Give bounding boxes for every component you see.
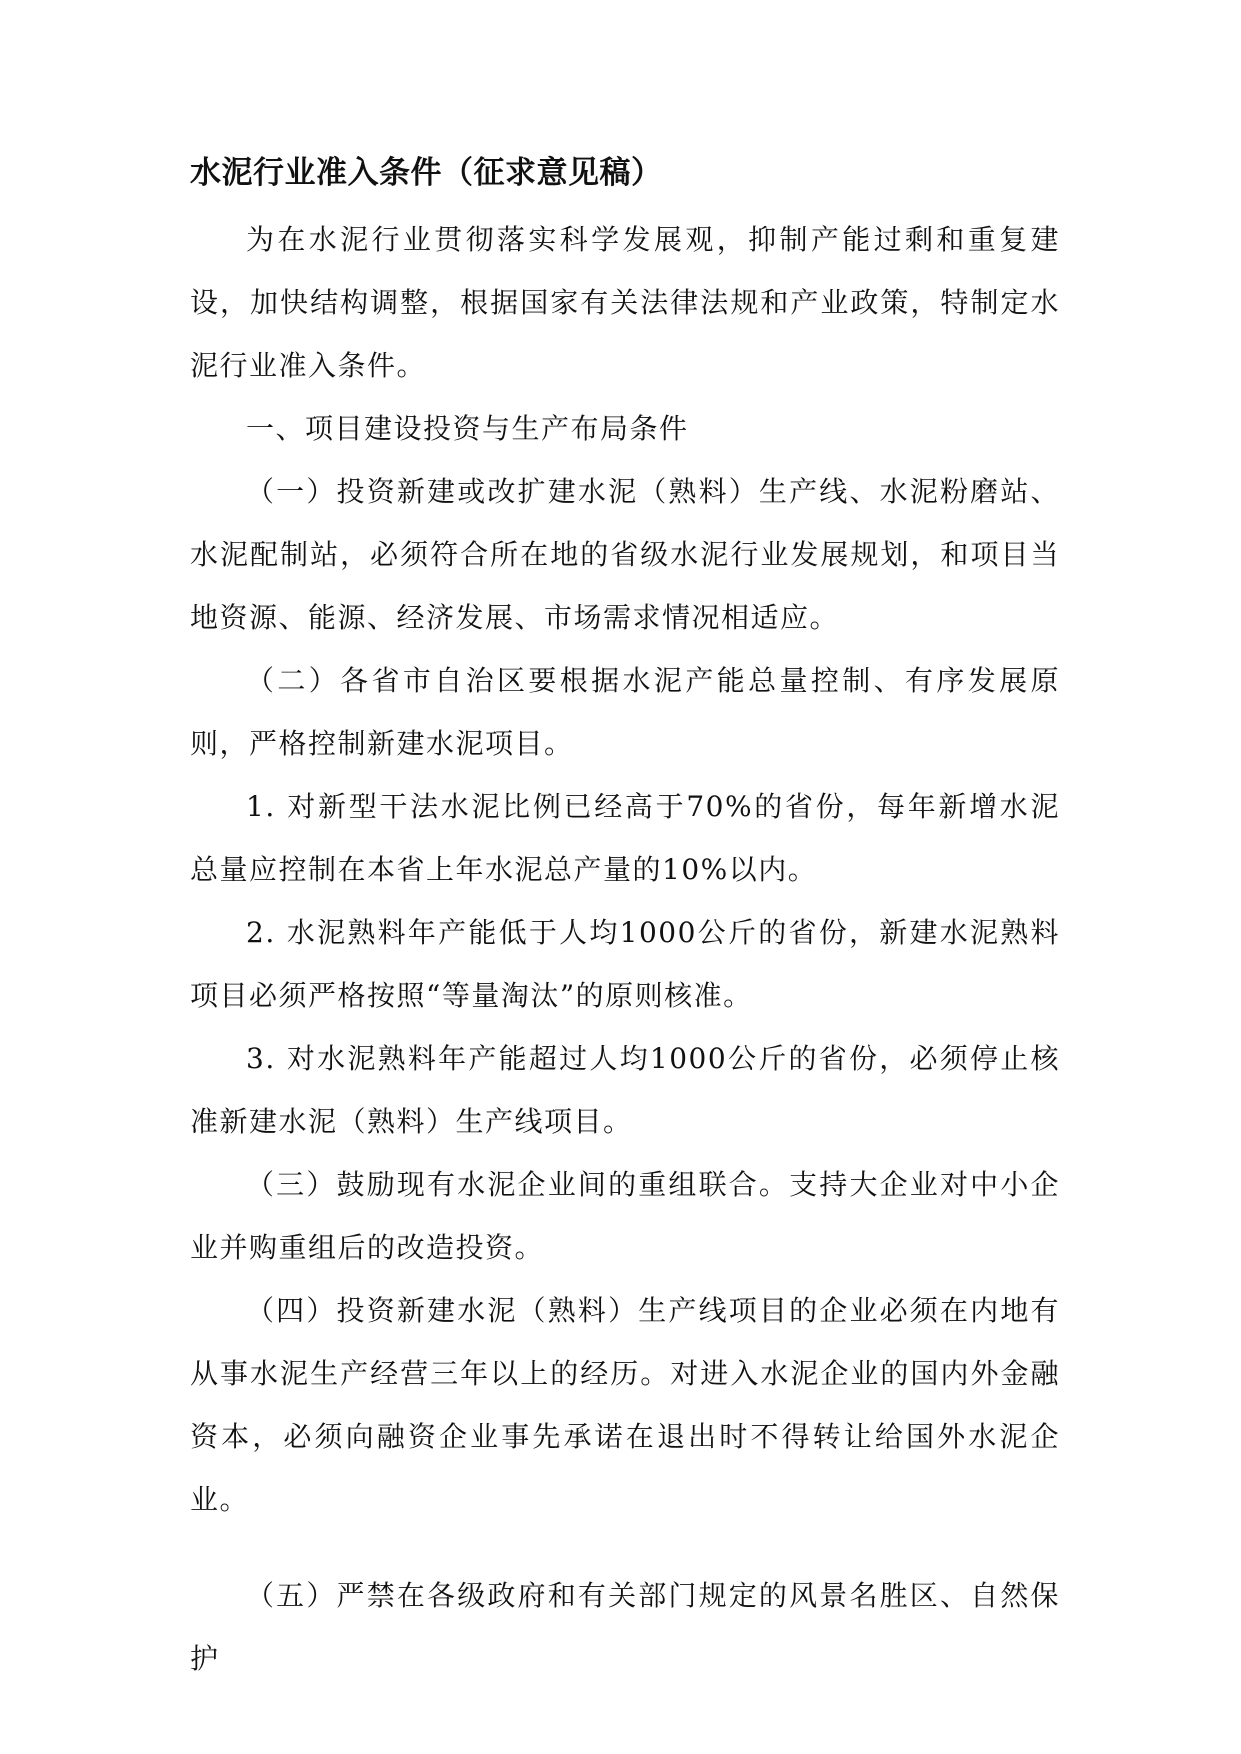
paragraph-item-2: （二）各省市自治区要根据水泥产能总量控制、有序发展原则，严格控制新建水泥项目。: [190, 664, 1060, 760]
paragraph-item-5: （五）严禁在各级政府和有关部门规定的风景名胜区、自然保护: [190, 1579, 1060, 1675]
document-body: [190, 150, 1060, 1690]
paragraph-intro: 为在水泥行业贯彻落实科学发展观，抑制产能过剩和重复建设，加快结构调整，根据国家有关法律法规和产业政策，特制定水泥行业准入条件。: [190, 223, 1060, 382]
paragraph-item-4: （四）投资新建水泥（熟料）生产线项目的企业必须在内地有从事水泥生产经营三年以上的经历。对进入水泥企业的国内外金融资本，必须向融资企业事先承诺在退出时不得转让给国外水泥企业。: [190, 1294, 1060, 1516]
paragraph-subitem-3: 3. 对水泥熟料年产能超过人均1000公斤的省份，必须停止核准新建水泥（熟料）生产线项目。: [190, 1042, 1060, 1138]
paragraph-subitem-1: 1. 对新型干法水泥比例已经高于70%的省份，每年新增水泥总量应控制在本省上年水泥总产量的10%以内。: [190, 790, 1060, 886]
paragraph-subitem-2: 2. 水泥熟料年产能低于人均1000公斤的省份，新建水泥熟料项目必须严格按照“等量淘汰”的原则核准。: [190, 916, 1060, 1012]
paragraph-item-1: （一）投资新建或改扩建水泥（熟料）生产线、水泥粉磨站、水泥配制站，必须符合所在地的省级水泥行业发展规划，和项目当地资源、能源、经济发展、市场需求情况相适应。: [190, 475, 1060, 634]
paragraph-section-heading: 一、项目建设投资与生产布局条件: [246, 412, 689, 445]
document-title: 水泥行业准入条件（征求意见稿）: [190, 155, 663, 191]
paragraph-item-3: （三）鼓励现有水泥企业间的重组联合。支持大企业对中小企业并购重组后的改造投资。: [190, 1168, 1060, 1264]
